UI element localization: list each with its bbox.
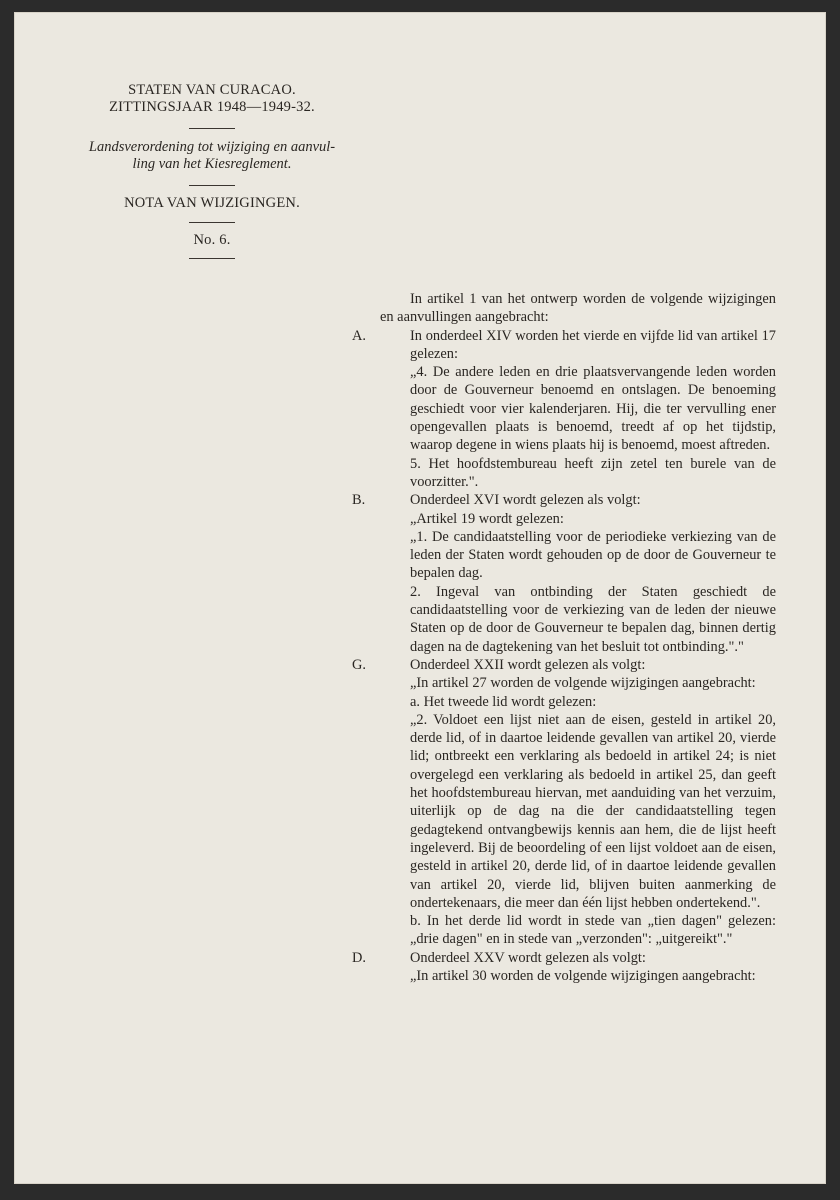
header-rule-3 xyxy=(189,222,235,223)
section-a xyxy=(352,327,776,364)
section-b-para-1: „1. De candidaatstelling voor de periodieke verkiezing van de leden der Staten wordt gehouden op de door de Gouverneur te bepalen dag. xyxy=(410,528,776,582)
section-a-text: In onderdeel XIV worden het vierde en vijfde lid van artikel 17 gelezen: xyxy=(410,327,776,362)
document-page xyxy=(14,12,826,1184)
section-b-text: Onderdeel XVI wordt gelezen als volgt: xyxy=(410,492,641,509)
section-d-marker: D. xyxy=(352,949,366,966)
subtitle-line-2: ling van het Kiesreglement. xyxy=(132,156,292,172)
section-b xyxy=(352,491,776,509)
section-g-quote: „In artikel 27 worden de volgende wijzigingen aangebracht: xyxy=(410,675,756,692)
section-b-quote: „Artikel 19 wordt gelezen: xyxy=(410,510,564,527)
section-g-text: Onderdeel XXII wordt gelezen als volgt: xyxy=(410,656,646,673)
subtitle-line-1: Landsverordening tot wijziging en aanvul- xyxy=(88,139,336,155)
intro-paragraph: In artikel 1 van het ontwerp worden de volgende wijzigingen en aanvullingen aangebracht: xyxy=(380,291,776,326)
document-number: No. 6. xyxy=(193,232,231,248)
section-a-para-5: 5. Het hoofdstembureau heeft zijn zetel ten burele van de voorzitter.". xyxy=(410,455,776,490)
section-d xyxy=(352,949,776,967)
section-g xyxy=(352,656,776,674)
section-g-marker: G. xyxy=(352,656,366,673)
header-line-1: STATEN VAN CURACAO. xyxy=(128,82,296,98)
section-a-marker: A. xyxy=(352,327,366,344)
section-d-text: Onderdeel XXV wordt gelezen als volgt: xyxy=(410,949,646,966)
section-g-item-b: b. In het derde lid wordt in stede van „tien dagen" gelezen: „drie dagen" en in stede van „verzonden": „uitgereikt"." xyxy=(410,913,776,948)
header-line-2: ZITTINGSJAAR 1948—1949-32. xyxy=(109,99,315,115)
section-a-para-4: „4. De andere leden en drie plaatsvervangende leden worden door de Gouverneur benoemd en ontslagen. De benoeming geschiedt voor vier kalenderjaren. Hij, die ter vervulling ener opengevallen plaats is benoemd, treedt af op het tijdstip, waarop degene in wiens plaats hij is benoemd, moest aftreden. xyxy=(410,364,776,454)
document-header xyxy=(62,82,362,259)
section-b-marker: B. xyxy=(352,492,366,509)
header-rule-4 xyxy=(189,258,235,259)
section-g-item-a-para-2: „2. Voldoet een lijst niet aan de eisen, gesteld in artikel 20, derde lid, of in daartoe leidende gevallen van artikel 20, vierde lid; ontbreekt een verklaring als bedoeld in artikel 24; is niet overgelegd een verklaring als bedoeld in artikel 25, dan geeft het hoofdstembureau hiervan, met aanduiding van het verzuim, uiterlijk op de dag na die der candidaatstelling tegen gedagtekend ontvangbewijs kennis aan hem, die de lijst heeft ingeleverd. Bij de beoordeling of een lijst voldoet aan de eisen, gesteld in artikel 20, derde lid, of in daartoe leidende gevallen van artikel 20, vierde lid, blijven buiten aanmerking de ondertekenaars, die meer dan één lijst hebben ondertekend.". xyxy=(410,711,776,911)
section-g-item-a: a. Het tweede lid wordt gelezen: xyxy=(410,693,597,710)
section-d-quote: „In artikel 30 worden de volgende wijzigingen aangebracht: xyxy=(410,967,756,984)
document-body xyxy=(352,290,776,985)
section-b-para-2: 2. Ingeval van ontbinding der Staten geschiedt de candidaatstelling voor de verkiezing van de leden der nieuwe Staten op de door de Gouverneur te bepalen dag, binnen dertig dagen na de dagtekening van het besluit tot ontbinding."." xyxy=(410,583,776,655)
document-title: NOTA VAN WIJZIGINGEN. xyxy=(124,195,300,211)
header-rule-2 xyxy=(189,185,235,186)
header-rule-1 xyxy=(189,128,235,129)
